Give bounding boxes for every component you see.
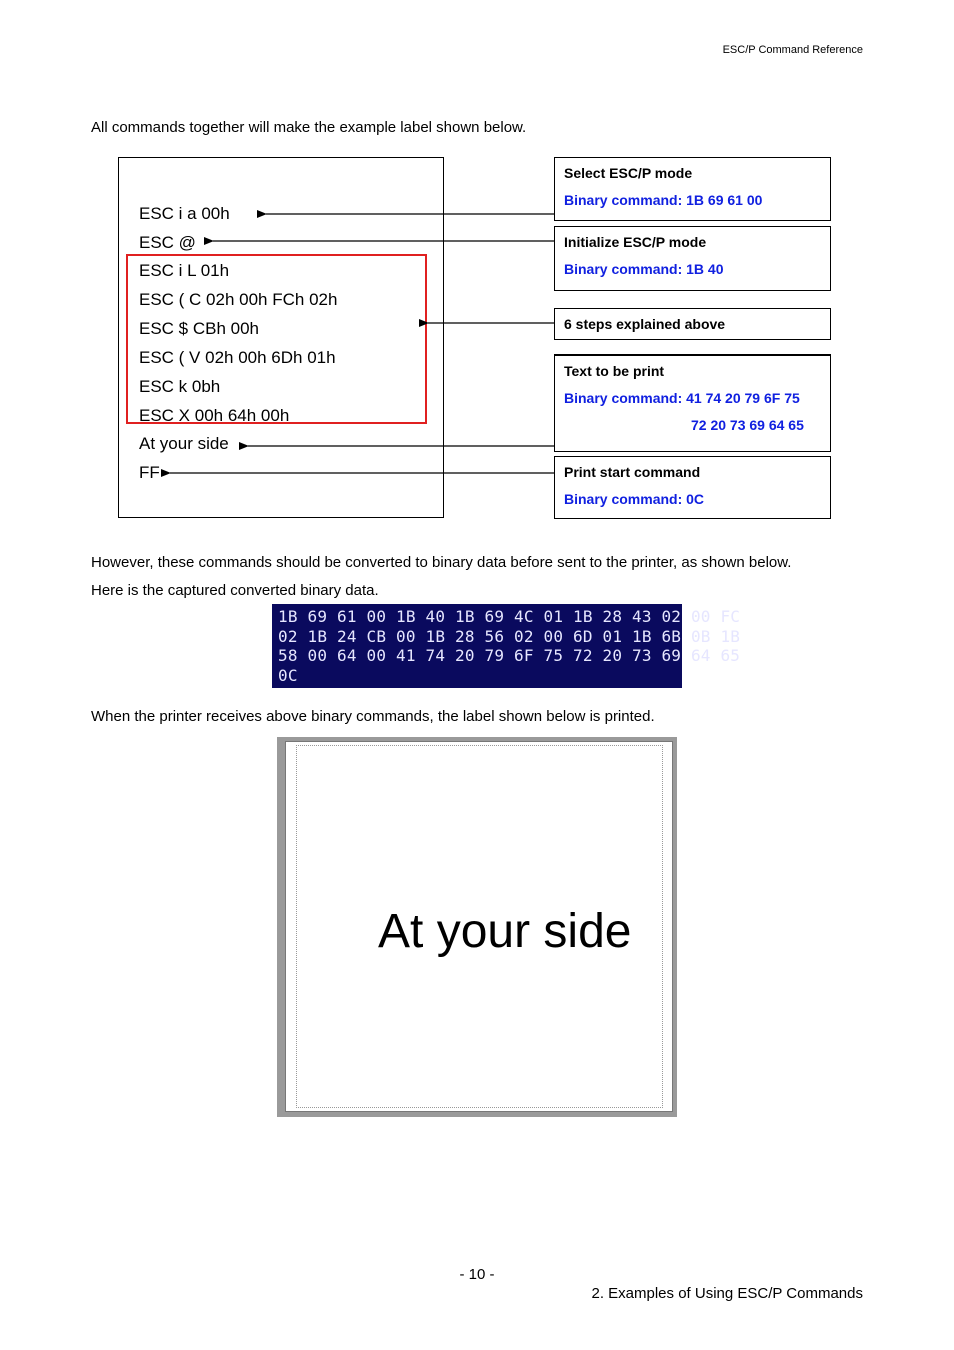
note-text bbox=[554, 354, 831, 452]
note-six-steps bbox=[554, 308, 831, 340]
command-line: ESC $ CBh 00h bbox=[139, 319, 260, 338]
note-title: 6 steps explained above bbox=[564, 316, 726, 332]
note-binary: Binary command: 1B 69 61 00 bbox=[564, 192, 763, 208]
captured-paragraph: Here is the captured converted binary data. bbox=[91, 582, 379, 599]
note-title: Select ESC/P mode bbox=[564, 165, 693, 181]
note-select-mode bbox=[554, 157, 831, 221]
note-title: Print start command bbox=[564, 464, 701, 480]
note-binary-continued: 72 20 73 69 64 65 bbox=[691, 417, 804, 433]
hex-line: 1B 69 61 00 1B 40 1B 69 4C 01 1B 28 43 02 00 FC bbox=[278, 607, 741, 626]
binary-dump bbox=[272, 604, 741, 688]
note-print-start bbox=[554, 456, 831, 519]
hex-line: 02 1B 24 CB 00 1B 28 56 02 00 6D 01 1B 6B 0B 1B bbox=[278, 626, 741, 646]
label-text: At your side bbox=[378, 905, 632, 958]
note-binary: Binary command: 1B 40 bbox=[564, 261, 724, 277]
note-initialize bbox=[554, 226, 831, 291]
hex-line: 58 00 64 00 41 74 20 79 6F 75 72 20 73 69 64 65 bbox=[278, 646, 741, 665]
command-line: ESC i L 01h bbox=[139, 261, 230, 280]
note-title: Text to be print bbox=[564, 363, 665, 379]
command-line: ESC @ bbox=[139, 233, 196, 252]
section-footer: 2. Examples of Using ESC/P Commands bbox=[591, 1285, 863, 1302]
command-line: ESC ( V 02h 00h 6Dh 01h bbox=[139, 348, 336, 367]
page-number: - 10 - bbox=[459, 1266, 495, 1283]
hex-line: 0C bbox=[278, 665, 298, 685]
note-binary: Binary command: 0C bbox=[564, 491, 705, 507]
result-paragraph: When the printer receives above binary commands, the label shown below is printed. bbox=[91, 708, 655, 725]
conversion-paragraph: However, these commands should be converted to binary data before sent to the printer, as shown below. bbox=[91, 554, 792, 571]
page-header: ESC/P Command Reference bbox=[722, 44, 863, 56]
note-binary: Binary command: 41 74 20 79 6F 75 bbox=[564, 390, 800, 406]
note-title: Initialize ESC/P mode bbox=[564, 234, 707, 250]
command-line: ESC i a 00h bbox=[139, 204, 230, 223]
intro-paragraph: All commands together will make the example label shown below. bbox=[91, 119, 527, 136]
command-line: FF bbox=[139, 463, 160, 482]
command-line: ESC ( C 02h 00h FCh 02h bbox=[139, 290, 338, 309]
six-steps-highlight bbox=[126, 254, 427, 424]
command-line: ESC X 00h 64h 00h bbox=[139, 406, 290, 425]
command-line: At your side bbox=[139, 434, 229, 453]
command-line: ESC k 0bh bbox=[139, 377, 221, 396]
